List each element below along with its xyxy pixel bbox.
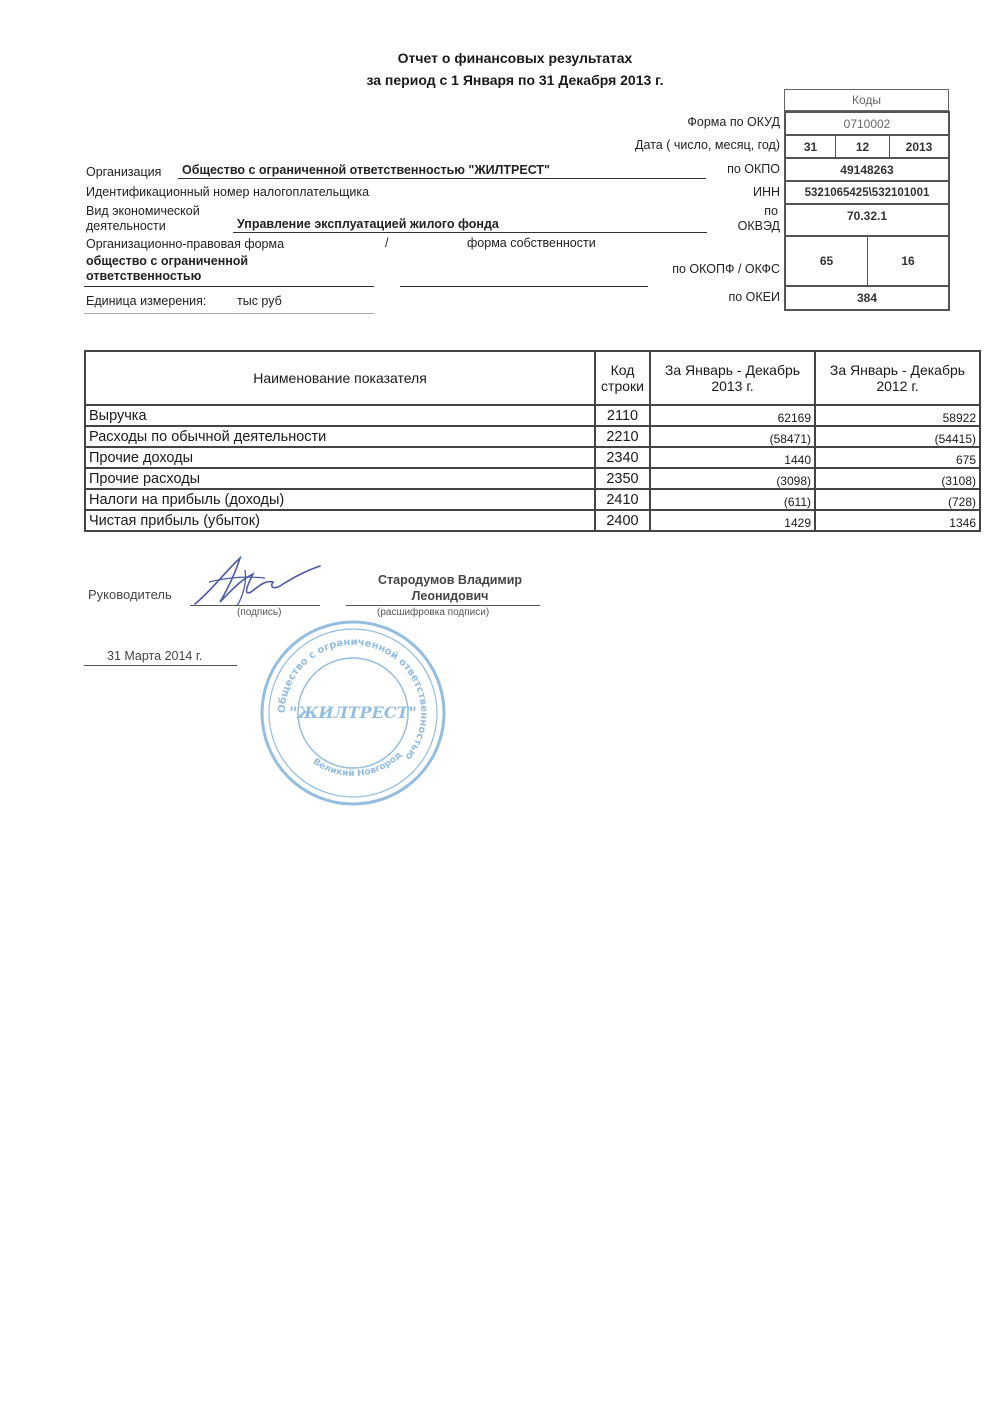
table-row [85, 426, 980, 447]
row-value-2012: 675 [815, 447, 980, 468]
date-month: 12 [836, 136, 890, 159]
ownership-underline [400, 286, 648, 287]
row-value-2012: (3108) [815, 468, 980, 489]
row-name: Чистая прибыль (убыток) [85, 510, 595, 531]
unit-label: Единица измерения: [86, 294, 207, 308]
row-value-2012: 1346 [815, 510, 980, 531]
financial-results-table [84, 350, 981, 532]
table-row [85, 405, 980, 426]
legal-form-label: Организационно-правовая форма [86, 237, 285, 251]
okved-label-2: ОКВЭД [737, 219, 780, 233]
col-2013-text-2: 2013 г. [711, 378, 754, 394]
col-code-text-2: строки [601, 378, 644, 394]
col-code-header [595, 351, 650, 405]
stamp-bottom-text: Великий Новгород [310, 750, 405, 780]
okfs-value: 16 [868, 237, 948, 287]
legal-form-underline [84, 286, 374, 287]
okei-value: 384 [856, 291, 878, 305]
row-name: Налоги на прибыль (доходы) [85, 489, 595, 510]
activity-label-2: деятельности [86, 219, 166, 233]
company-stamp [258, 618, 448, 808]
signer-role: Руководитель [88, 587, 172, 602]
date-day: 31 [786, 136, 836, 159]
signer-name-2: Леонидович [411, 589, 489, 603]
okpo-label: по ОКПО [727, 162, 780, 176]
row-value-2012: 58922 [815, 405, 980, 426]
okopf-label: по ОКОПФ / ОКФС [672, 262, 780, 276]
col-2012-text-1: За Январь - Декабрь [829, 362, 966, 378]
row-value-2013: (3098) [650, 468, 815, 489]
col-code-text-1: Код [610, 362, 635, 378]
legal-form-value-1: общество с ограниченной [86, 254, 249, 268]
date-year: 2013 [890, 136, 948, 159]
row-value-2013: (611) [650, 489, 815, 510]
table-row [85, 510, 980, 531]
row-name: Прочие доходы [85, 447, 595, 468]
row-code: 2350 [595, 468, 650, 489]
handwritten-signature [185, 552, 330, 614]
signer-name-1: Стародумов Владимир [377, 573, 523, 587]
inn-code-label: ИНН [752, 185, 780, 199]
name-line [346, 605, 540, 606]
col-2013-header [650, 351, 815, 405]
unit-value: тыс руб [237, 294, 282, 308]
inn-value: 5321065425\532101001 [786, 182, 948, 205]
okud-label: Форма по ОКУД [687, 115, 780, 129]
okud-value: 0710002 [786, 113, 948, 136]
row-code: 2400 [595, 510, 650, 531]
unit-underline [84, 313, 374, 314]
okopf-value: 65 [786, 237, 868, 287]
codes-header-cell [784, 89, 949, 111]
row-value-2012: (728) [815, 489, 980, 510]
stamp-ring-text: Общество с ограниченной ответственностью [276, 636, 430, 762]
report-period: за период с 1 Января по 31 Декабря 2013 г. [366, 72, 664, 88]
row-value-2013: 62169 [650, 405, 815, 426]
okei-label: по ОКЕИ [728, 290, 780, 304]
name-caption: (расшифровка подписи) [377, 607, 490, 618]
signature-caption: (подпись) [237, 607, 282, 618]
codes-header: Коды [851, 93, 882, 107]
row-value-2013: (58471) [650, 426, 815, 447]
okved-value: 70.32.1 [786, 205, 948, 237]
row-code: 2210 [595, 426, 650, 447]
col-2012-text-2: 2012 г. [876, 378, 919, 394]
row-code: 2410 [595, 489, 650, 510]
ownership-label: форма собственности [467, 236, 596, 250]
table-header-row [85, 351, 980, 405]
row-name: Выручка [85, 405, 595, 426]
table-row [85, 468, 980, 489]
row-name: Расходы по обычной деятельности [85, 426, 595, 447]
activity-label-1: Вид экономической [86, 204, 200, 218]
legal-form-value-2: ответственностью [86, 269, 202, 283]
signer-name [360, 572, 540, 604]
table-row [85, 489, 980, 510]
row-name: Прочие расходы [85, 468, 595, 489]
stamp-center-text: "ЖИЛТРЕСТ" [289, 703, 417, 722]
org-label: Организация [86, 165, 162, 179]
table-row [85, 447, 980, 468]
legal-form-slash: / [385, 236, 389, 250]
okved-label-1: по [764, 204, 778, 218]
row-value-2012: (54415) [815, 426, 980, 447]
row-code: 2340 [595, 447, 650, 468]
col-2012-header [815, 351, 980, 405]
inn-label: Идентификационный номер налогоплательщика [86, 185, 370, 199]
col-2013-text-1: За Январь - Декабрь [664, 362, 801, 378]
col-name-text: Наименование показателя [253, 370, 427, 386]
org-name: Общество с ограниченной ответственностью "ЖИЛТРЕСТ" [178, 163, 706, 179]
col-name-header [85, 351, 595, 405]
report-date: 31 Марта 2014 г. [107, 649, 203, 663]
row-value-2013: 1440 [650, 447, 815, 468]
row-value-2013: 1429 [650, 510, 815, 531]
row-code: 2110 [595, 405, 650, 426]
report-title: Отчет о финансовых результатах [397, 50, 633, 66]
okpo-value: 49148263 [786, 159, 948, 182]
codes-box [784, 111, 950, 311]
date-label: Дата ( число, месяц, год) [635, 138, 780, 152]
date-underline [84, 665, 237, 666]
activity-value: Управление эксплуатацией жилого фонда [233, 217, 707, 233]
